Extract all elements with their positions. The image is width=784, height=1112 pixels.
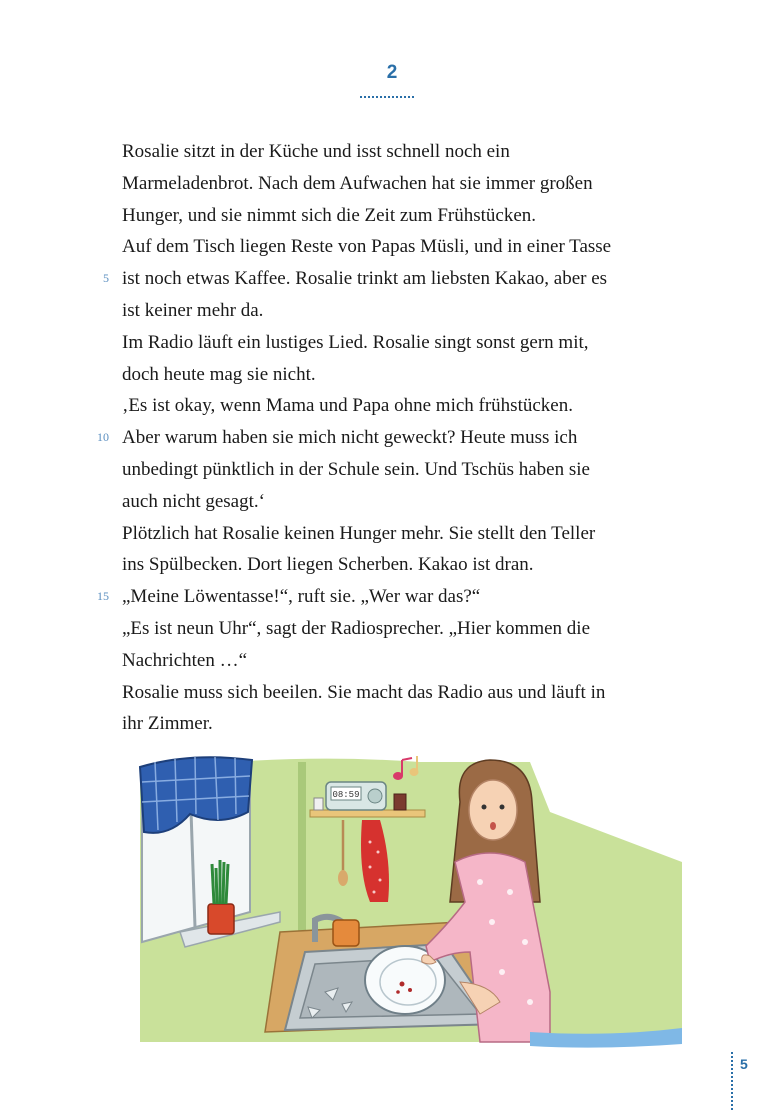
line-number: 15 (97, 589, 109, 604)
story-text (97, 136, 682, 740)
line-text: Hunger, und sie nimmt sich die Zeit zum Frühstücken. (122, 204, 537, 226)
line-text: Plötzlich hat Rosalie keinen Hunger mehr. Sie stellt den Teller (122, 522, 596, 544)
line-text: „Meine Löwentasse!“, ruft sie. „Wer war das?“ (122, 586, 481, 608)
line-text: ist noch etwas Kaffee. Rosalie trinkt am liebsten Kakao, aber es (122, 268, 608, 290)
line-number: 5 (103, 271, 109, 286)
plant-pot (208, 904, 234, 934)
line-text: Im Radio läuft ein lustiges Lied. Rosalie singt sonst gern mit, (122, 331, 589, 353)
text-line (122, 327, 682, 359)
line-text: Aber warum haben sie mich nicht geweckt? Heute muss ich (122, 427, 578, 449)
text-line (122, 549, 682, 581)
line-text: ihr Zimmer. (122, 713, 213, 735)
line-text: „Es ist neun Uhr“, sagt der Radiosprecher. „Hier kommen die (122, 617, 590, 639)
text-line (122, 645, 682, 677)
line-text: auch nicht gesagt.‘ (122, 490, 265, 512)
text-line (122, 454, 682, 486)
line-text: ‚Es ist okay, wenn Mama und Papa ohne mich frühstücken. (122, 395, 573, 417)
wall-shelf (310, 810, 425, 817)
text-line (122, 613, 682, 645)
text-line (97, 581, 682, 613)
text-line (122, 677, 682, 709)
line-text: Nachrichten …“ (122, 649, 248, 671)
text-line (122, 486, 682, 518)
wooden-spoon (338, 870, 348, 886)
line-text: ist keiner mehr da. (122, 299, 264, 321)
text-line (122, 518, 682, 550)
line-text: unbedingt pünktlich in der Schule sein. Und Tschüs haben sie (122, 458, 590, 480)
chapter-number: 2 (386, 62, 398, 83)
line-text: Rosalie muss sich beeilen. Sie macht das Radio aus und läuft in (122, 681, 606, 703)
kitchen-illustration (130, 752, 682, 1054)
girl-face (469, 780, 517, 840)
text-line (122, 390, 682, 422)
text-line (122, 200, 682, 232)
line-number: 10 (97, 430, 109, 445)
text-line (97, 422, 682, 454)
text-line (103, 263, 682, 295)
page-number: 5 (740, 1056, 748, 1072)
line-text: Auf dem Tisch liegen Reste von Papas Müsli, und in einer Tasse (122, 236, 612, 258)
text-line (122, 359, 682, 391)
page-number-rule (731, 1052, 733, 1110)
chapter-divider (360, 96, 414, 100)
text-line (122, 168, 682, 200)
text-line (122, 231, 682, 263)
line-text: Marmeladenbrot. Nach dem Aufwachen hat sie immer großen (122, 172, 593, 194)
text-line (122, 295, 682, 327)
line-text: doch heute mag sie nicht. (122, 363, 316, 385)
radio-clock: 08:59 (332, 790, 360, 800)
jar (394, 794, 406, 810)
line-text: Rosalie sitzt in der Küche und isst schnell noch ein (122, 141, 510, 162)
text-line (122, 708, 682, 740)
line-text: ins Spülbecken. Dort liegen Scherben. Kakao ist dran. (122, 554, 534, 576)
mug (333, 920, 359, 946)
text-line (122, 136, 682, 168)
